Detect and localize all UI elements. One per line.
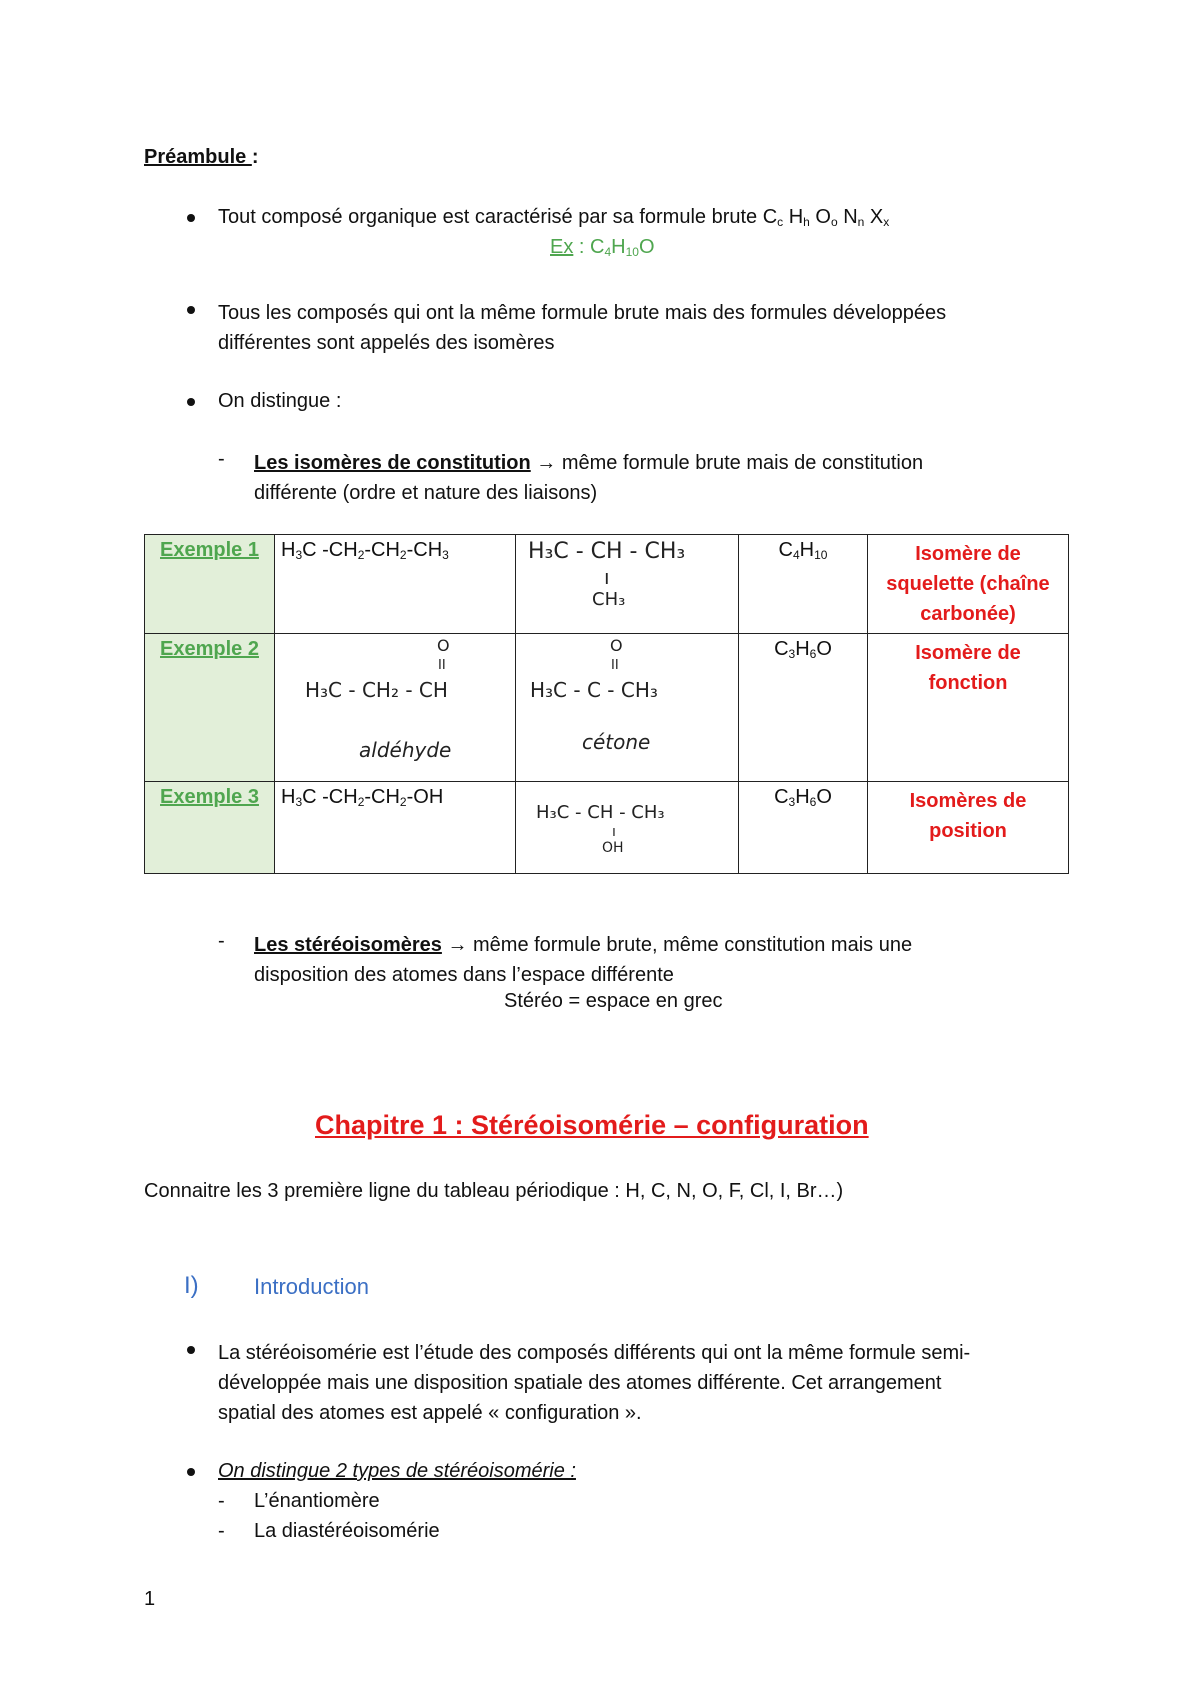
handwritten-formula: H₃C - CH - CH₃ [536,802,665,823]
handwritten-formula: H₃C - CH₂ - CH [305,678,448,702]
constitution-definition: Les isomères de constitution → même formule brute mais de constitution différente (ordre et nature des liaisons) [254,452,924,504]
dash-marker: - [218,1490,225,1512]
chapter-title: Chapitre 1 : Stéréoisomérie – configuration [315,1110,869,1140]
drawing-cell [516,634,739,782]
drawing-cell [516,782,739,874]
handwritten-substituent: OH [602,840,624,856]
type-item: L’énantiomère [254,1490,380,1512]
formula-cell: $H_3C$ $-CH_2-CH_2-CH_3$ [275,535,516,634]
bullet-dot [187,398,195,406]
handwritten-formula: H₃C - CH - CH₃ [528,539,686,564]
example-cell: Exemple 2 [145,634,275,782]
isomer-type: Isomère de squelette (chaîne carbonée) [868,535,1069,634]
single-bond: ı [612,824,616,840]
page-number: 1 [144,1588,156,1610]
isomer-table [144,534,1069,874]
example-cell: Exemple 3 [145,782,275,874]
oxygen-atom: O [437,636,450,655]
drawing-cell [275,634,516,782]
section-number: I) [184,1272,199,1299]
table-row [145,535,1069,634]
table-row [145,782,1069,874]
type-item: La diastéréoisomérie [254,1520,440,1542]
bullet-formule-brute: Tout composé organique est caractérisé par sa formule brute $C_c$ $H_h$ $O_o$ $N_n$ $X_x$ [218,206,890,229]
handwritten-substituent: CH₃ [592,589,626,610]
function-name: cétone [582,730,651,754]
molecular-formula-cell: $C_4H_{10}$ [739,535,868,634]
example-cell: Exemple 1 [145,535,275,634]
bullet-dot [187,1346,195,1354]
dash-marker: - [218,1520,225,1542]
bullet-isomeres: Tous les composés qui ont la même formule brute mais des formules développées différentes sont appelés des isomères [218,302,947,354]
section-title: Introduction [254,1274,369,1299]
molecular-formula-cell: $C_3H_6O$ [739,634,868,782]
bullet-dot [187,1468,195,1476]
dash-marker: - [218,930,225,952]
isomer-type: Isomères de position [868,782,1069,874]
double-bond: II [611,658,619,673]
oxygen-atom: O [610,636,623,655]
bullet-dot [187,214,195,222]
drawing-cell [516,535,739,634]
formula-cell: $H_3C$ $-CH_2-CH_2-OH$ [275,782,516,874]
dash-marker: - [218,448,225,470]
example-formula: Ex : $C_4H_{10}O$ [550,236,655,259]
bullet-dot [187,306,195,314]
bullet-on-distingue: On distingue : [218,390,342,412]
function-name: aldéhyde [359,738,452,762]
handwritten-formula: H₃C - C - CH₃ [530,678,658,702]
intro-paragraph: La stéréoisomérie est l’étude des composés différents qui ont la même formule semi- développée mais une disposition spatiale des atomes différente. Cet arrangement spatial des atomes est appelé « configuration ». [218,1342,971,1424]
double-bond: II [438,658,446,673]
stereo-etymology: Stéréo = espace en grec [504,990,723,1012]
periodic-table-note: Connaitre les 3 première ligne du tableau périodique : H, C, N, O, F, Cl, I, Br…) [144,1180,844,1202]
table-row [145,634,1069,782]
stereo-definition: Les stéréoisomères → même formule brute, même constitution mais une disposition des atomes dans l’espace différente [254,934,913,986]
types-heading: On distingue 2 types de stéréoisomérie : [218,1460,576,1482]
single-bond: ı [604,565,610,589]
molecular-formula-cell: $C_3H_6O$ [739,782,868,874]
isomer-type: Isomère de fonction [868,634,1069,782]
preamble-heading: Préambule : [144,146,259,168]
